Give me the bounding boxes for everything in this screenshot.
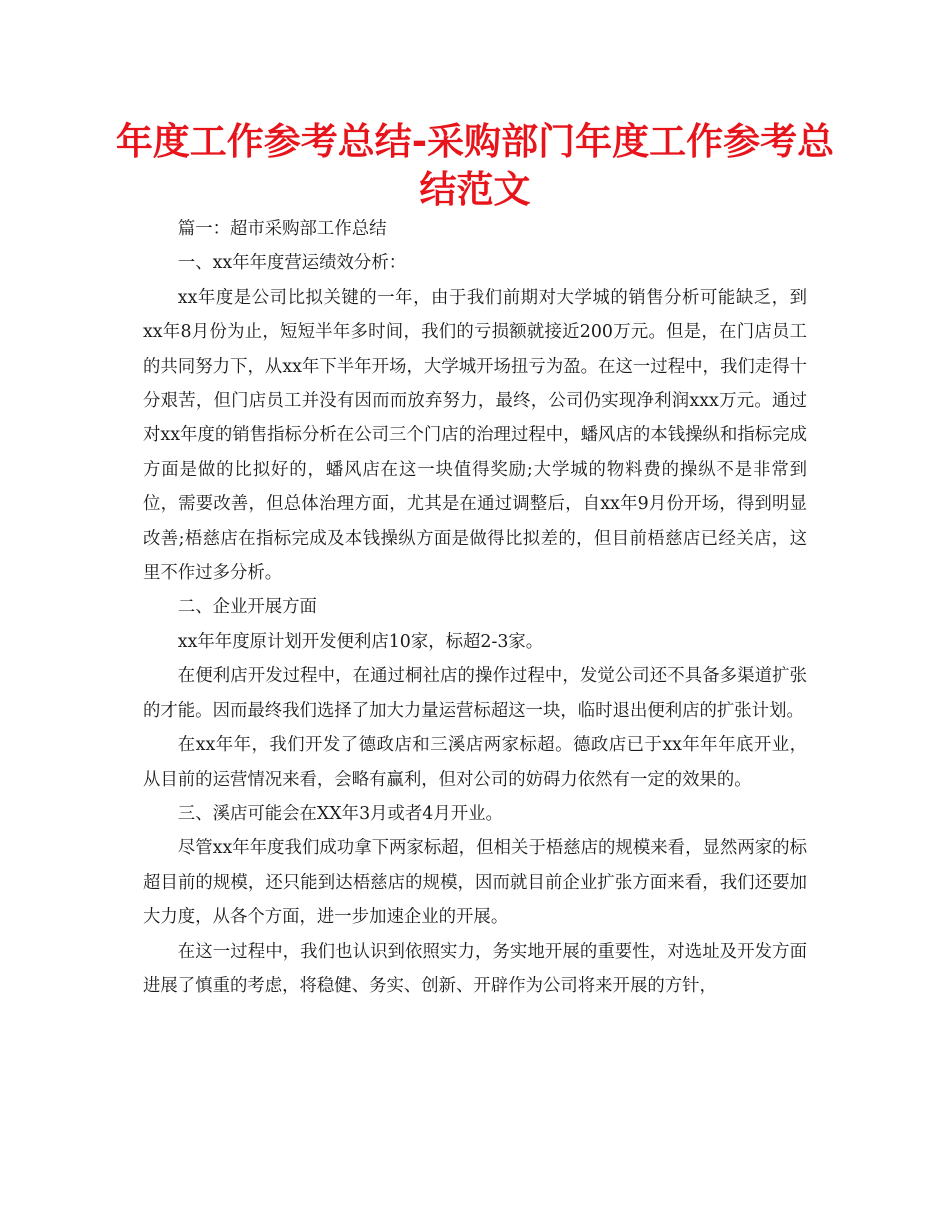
paragraph: xx年度是公司比拟关键的一年，由于我们前期对大学城的销售分析可能缺乏，到xx年8月份为止，短短半年多时间，我们的亏损额就接近200万元。但是，在门店员工的共同努力下，从xx年下半年开场，大学城开场扭亏为盈。在这一过程中，我们走得十分艰苦，但门店员工并没有因而而放弃努力，最终，公司仍实现净利润xxx万元。通过对xx年度的销售指标分析在公司三个门店的治理过程中，蟠风店的本钱操纵和指标完成方面是做的比拟好的，蟠风店在这一块值得奖励;大学城的物料费的操纵不是非常到位，需要改善，但总体治理方面，尤其是在通过调整后，自xx年9月份开场，得到明显改善;梧慈店在指标完成及本钱操纵方面是做得比拟差的，但目前梧慈店已经关店，这里不作过多分析。 xyxy=(143,287,807,584)
paragraph: 尽管xx年年度我们成功拿下两家标超，但相关于梧慈店的规模来看，显然两家的标超目前的规模，还只能到达梧慈店的规模，因而就目前企业扩张方面来看，我们还要加大力度，从各个方面，进一步加速企业的开展。 xyxy=(143,838,807,928)
paragraph: 在便利店开发过程中，在通过桐社店的操作过程中，发觉公司还不具备多渠道扩张的才能。因而最终我们选择了加大力量运营标超这一块，临时退出便利店的扩张计划。 xyxy=(143,666,807,721)
paragraph-heading-3: 三、溪店可能会在XX年3月或者4月开业。 xyxy=(177,803,503,824)
document-title: 年度工作参考总结-采购部门年度工作参考总结范文 xyxy=(115,120,835,211)
paragraph: 在这一过程中，我们也认识到依照实力，务实地开展的重要性，对选址及开发方面进展了慎重的考虑，将稳健、务实、创新、开辟作为公司将来开展的方针， xyxy=(143,941,807,996)
paragraph-section-heading: 篇一：超市采购部工作总结 xyxy=(177,219,387,239)
document-body xyxy=(143,212,807,1003)
paragraph-heading-1: 一、xx年年度营运绩效分析： xyxy=(177,253,407,274)
paragraph: xx年年度原计划开发便利店10家，标超2-3家。 xyxy=(177,631,544,652)
paragraph: 在xx年年，我们开发了德政店和三溪店两家标超。德政店已于xx年年年底开业，从目前的运营情况来看，会略有赢利，但对公司的妨碍力依然有一定的效果的。 xyxy=(143,735,807,790)
paragraph-heading-2: 二、企业开展方面 xyxy=(177,597,317,618)
